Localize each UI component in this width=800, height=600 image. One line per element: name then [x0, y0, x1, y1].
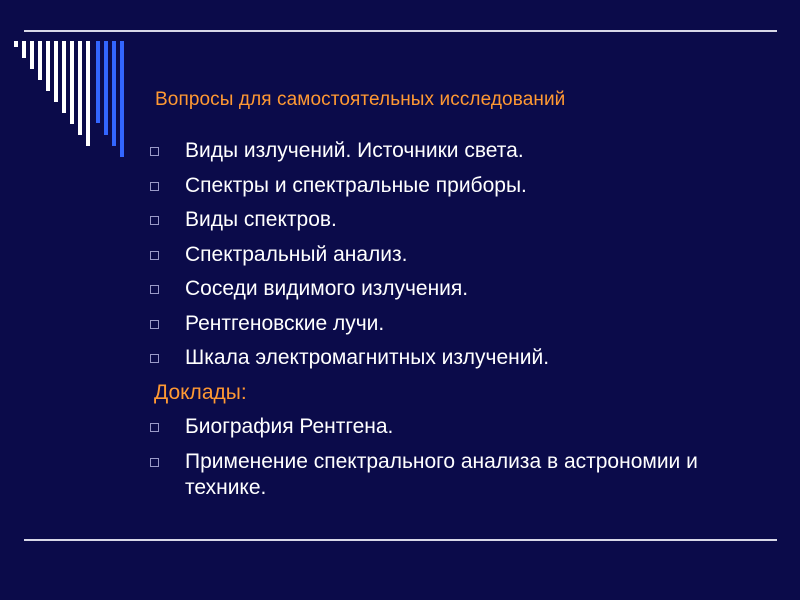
stripe [96, 41, 100, 123]
stripe [38, 41, 42, 80]
stripe [78, 41, 82, 135]
hollow-square-icon [150, 458, 159, 467]
stripe [54, 41, 58, 102]
list-item [150, 311, 750, 337]
stripe [120, 41, 124, 157]
list-item-text: Соседи видимого излучения. [185, 277, 469, 300]
stripes-decoration [0, 0, 140, 170]
stripe [62, 41, 66, 113]
hollow-square-icon [150, 216, 159, 225]
hollow-square-icon [150, 423, 159, 432]
stripe [104, 41, 108, 135]
list-item-text: Биография Рентгена. [185, 415, 394, 438]
stripe [46, 41, 50, 91]
stripe [30, 41, 34, 69]
hollow-square-icon [150, 147, 159, 156]
reports-heading: Доклады: [154, 380, 247, 404]
hollow-square-icon [150, 354, 159, 363]
stripe [112, 41, 116, 146]
slide-title: Вопросы для самостоятельных исследований [155, 89, 566, 110]
list-item-text: Спектры и спектральные приборы. [185, 173, 527, 197]
list-item-text: Применение спектрального анализа в астрономии и технике. [185, 449, 698, 499]
list-item-text: Виды спектров. [185, 208, 337, 231]
list-item [150, 449, 750, 501]
list-item-text: Шкала электромагнитных излучений. [185, 346, 550, 369]
stripe [86, 41, 90, 146]
list-item [150, 242, 750, 268]
list-item [150, 138, 750, 164]
list-item [150, 173, 750, 199]
list-item-text: Виды излучений. Источники света. [185, 139, 524, 162]
hollow-square-icon [150, 251, 159, 260]
bottom-rule [24, 539, 777, 541]
hollow-square-icon [150, 320, 159, 329]
hollow-square-icon [150, 182, 159, 191]
hollow-square-icon [150, 285, 159, 294]
stripe [14, 41, 18, 47]
list-item [150, 207, 750, 233]
list-item-text: Спектральный анализ. [185, 242, 408, 266]
stripe [22, 41, 26, 58]
list-item [150, 345, 750, 371]
stripe [70, 41, 74, 124]
list-item [150, 276, 750, 302]
list-item [150, 414, 750, 440]
content-list [150, 138, 750, 509]
list-item-text: Рентгеновские лучи. [185, 311, 385, 335]
